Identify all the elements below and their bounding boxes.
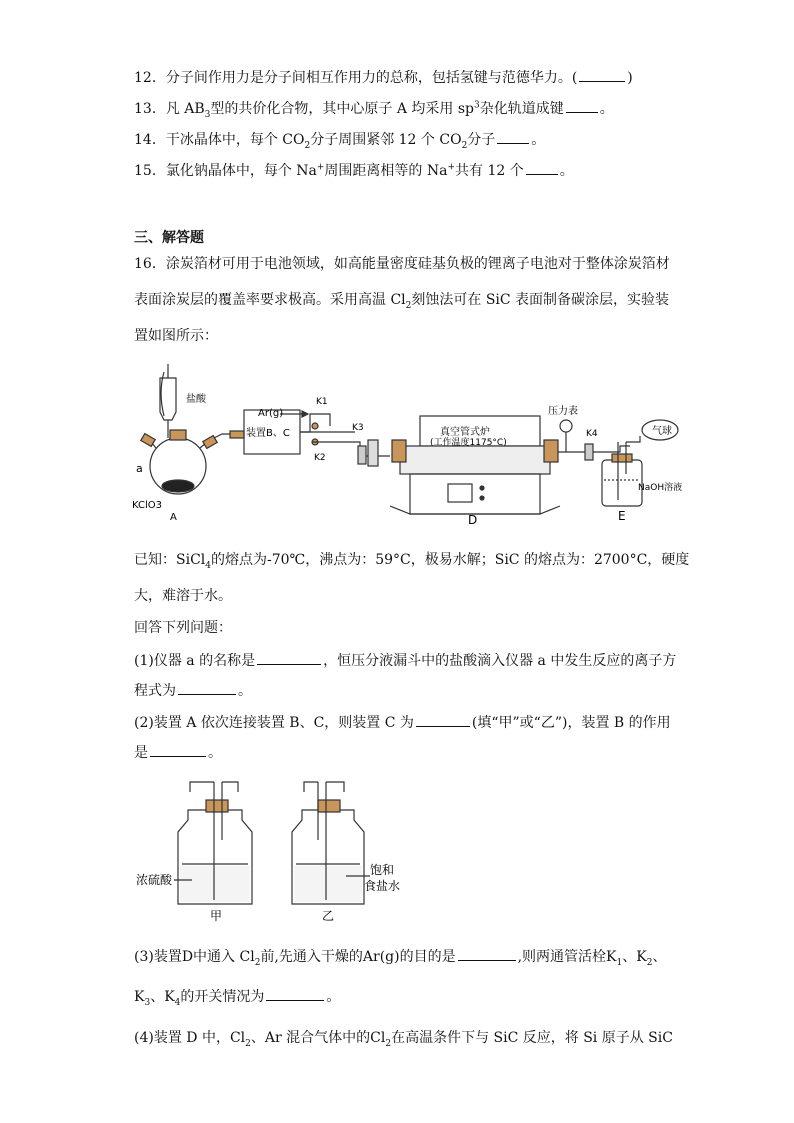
k4-label: K4 [586, 429, 598, 439]
reagent-label: KClO3 [132, 500, 163, 511]
answer-blank [257, 650, 321, 665]
answer-blank [416, 712, 470, 727]
part-4-line1: (4)装置 D 中，$Cl_2$、Ar 混合气体中的$Cl_2$在高温条件下与 SiC 反应，将 Si 原子从 SiC [134, 1030, 673, 1049]
box-label: 装置B、C [246, 428, 290, 439]
part-3-line1: (3)装置D中通入 $Cl_2$前,先通入干燥的Ar(g)的目的是 ,则两通管活栓$K_1$、$K_2$、 [134, 946, 666, 967]
furnace-temp: (工作温度1175°C) [430, 438, 507, 448]
gauge-label: 压力表 [548, 406, 578, 417]
furnace-title: 真空管式炉 [440, 427, 490, 438]
flask-label: a [136, 462, 143, 475]
answer-blank [526, 160, 558, 175]
q16-intro-line3: 置如图所示： [134, 328, 218, 344]
answer-blank [497, 129, 529, 144]
brine-label: 食盐水 [364, 879, 401, 893]
answer-blank [458, 946, 516, 961]
q16-intro-line1: 16．涂炭箔材可用于电池领域，如高能量密度硅基负极的锂离子电池对于整体涂炭箔材 [134, 256, 670, 272]
answer-blank [150, 742, 206, 757]
part-3-line2: $K_3$、$K_4$的开关情况为 。 [134, 986, 340, 1007]
question-13: 13．凡 $AB_3$型的共价化合物，其中心原子 A 均采用 $sp^3$杂化轨道成键 。 [134, 98, 614, 119]
k2-label: K2 [314, 453, 326, 463]
question-15: 15．氯化钠晶体中，每个 Na+周围距离相等的 Na+共有 12 个 。 [134, 160, 574, 181]
balloon-label: 气球 [652, 426, 672, 437]
argon-label: Ar(g) [258, 408, 284, 419]
answer-blank [579, 67, 625, 82]
label-E: E [618, 509, 626, 523]
bottle-jia-label: 甲 [210, 909, 223, 923]
part-2-line1: (2)装置 A 依次连接装置 B、C，则装置 C 为 (填“甲”或“乙”)，装置 B 的作用 [134, 712, 671, 733]
answer-blank [566, 98, 598, 113]
k3-label: K3 [352, 423, 364, 433]
part-1-line1: (1)仪器 a 的名称是 ，恒压分液漏斗中的盐酸滴入仪器 a 中发生反应的离子方 [134, 650, 676, 671]
saturated-label: 饱和 [370, 863, 395, 877]
bottle-yi-label: 乙 [322, 909, 335, 923]
apparatus-diagram [130, 356, 720, 526]
sulfuric-acid-label: 浓硫酸 [136, 873, 173, 887]
naoh-label: NaOH溶液 [638, 483, 683, 493]
k1-label: K1 [316, 397, 328, 407]
bottles-diagram [130, 776, 430, 926]
q16-intro-line2: 表面涂炭层的覆盖率要求极高。采用高温 $Cl_2$刻蚀法可在 SiC 表面制备碳涂层，实验装 [134, 292, 670, 311]
part-1-line2: 程式为 。 [134, 680, 252, 701]
section-title: 三、解答题 [134, 230, 204, 246]
known-line2: 大，难溶于水。 [134, 588, 232, 604]
answer-prompt: 回答下列问题： [134, 620, 232, 636]
label-D: D [468, 513, 478, 526]
question-12: 12．分子间作用力是分子间相互作用力的总称，包括氢键与范德华力。( ) [134, 67, 633, 88]
answer-blank [178, 680, 236, 695]
funnel-label: 盐酸 [186, 394, 206, 405]
furnace-body [410, 474, 540, 514]
answer-blank [266, 986, 324, 1001]
known-line1: 已知：SiCl$_4$的熔点为-70℃，沸点为：59°C，极易水解；SiC 的熔点为：2700°C，硬度 [134, 552, 690, 571]
label-A: A [170, 512, 177, 523]
pressure-gauge [560, 420, 572, 432]
question-14: 14．干冰晶体中，每个 $CO_2$分子周围紧邻 12 个 $CO_2$分子 。 [134, 129, 545, 150]
part-2-line2: 是 。 [134, 742, 222, 763]
bottle-E [602, 460, 642, 506]
